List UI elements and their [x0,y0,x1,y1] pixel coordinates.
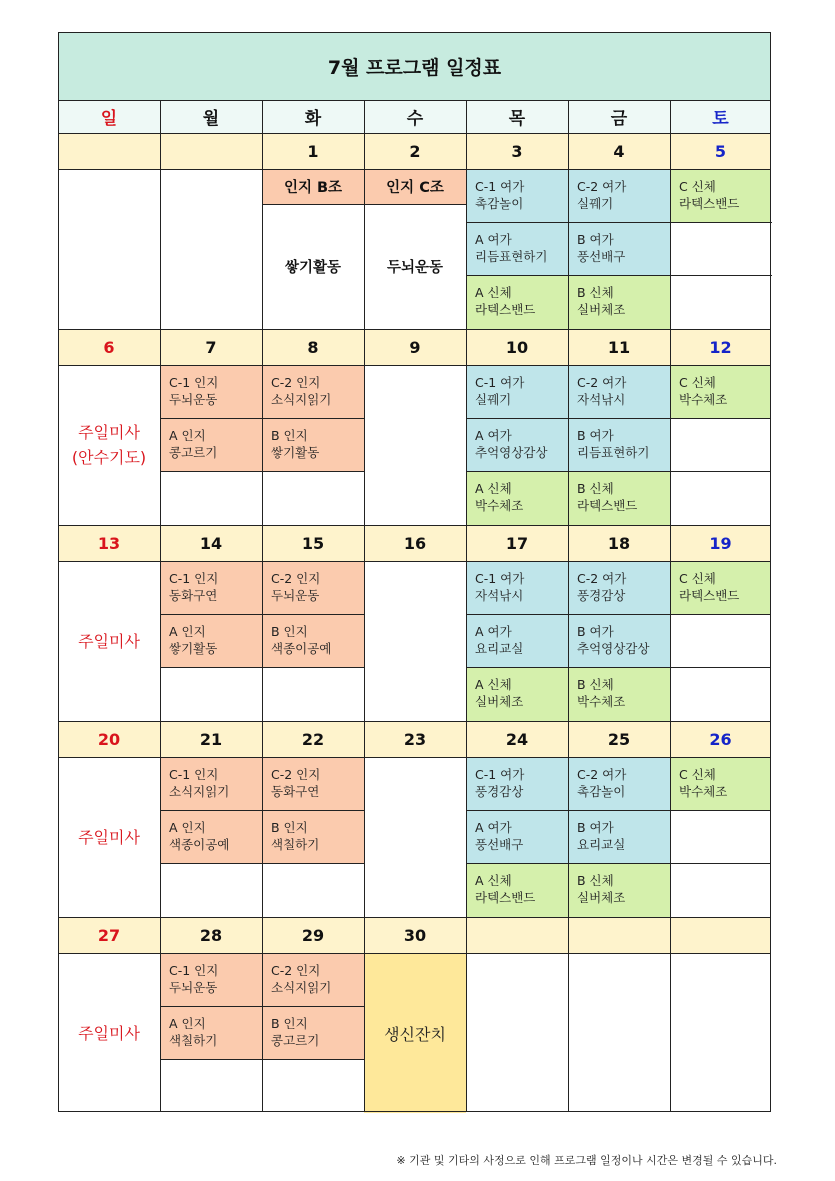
program-slot [568,757,670,810]
program-group: B 신체 [577,481,614,496]
grid-line [262,1059,364,1060]
grid-line [670,418,771,419]
page-title: 7월 프로그램 일정표 [58,32,771,100]
program-activity: 박수체조 [577,694,626,709]
date-number: 29 [301,925,325,945]
program-activity: 추억영상감상 [475,445,548,460]
program-group: C-2 인지 [271,767,321,782]
program-slot [568,863,670,917]
program-activity: 색종이공예 [271,641,332,656]
program-group: C-2 인지 [271,963,321,978]
program-activity: 라텍스밴드 [577,498,638,513]
grid-line [466,863,568,864]
grid-line [770,32,771,1112]
grid-line [466,614,568,615]
program-activity: 라텍스밴드 [679,588,740,603]
program-activity: 요리교실 [577,837,626,852]
grid-line [160,863,262,864]
program-group: A 신체 [475,481,512,496]
program-slot [568,614,670,667]
date-number: 12 [709,337,732,357]
program-group: C-1 여가 [475,179,525,194]
program-slot [568,810,670,863]
grid-line [568,863,670,864]
program-slot [262,757,364,810]
program-group: A 인지 [169,624,206,639]
schedule-table [58,32,771,1115]
program-activity: 실버체조 [577,890,626,905]
grid-line [262,614,364,615]
date-number: 28 [199,925,223,945]
program-group: C-1 여가 [475,571,525,586]
date-number: 23 [403,729,427,749]
grid-line [568,667,670,668]
program-slot [670,169,771,222]
program-activity: 라텍스밴드 [475,302,536,317]
grid-line [160,1006,262,1007]
grid-line [466,810,568,811]
date-number: 14 [199,533,223,553]
grid-line [670,810,771,811]
program-slot [466,222,568,275]
program-slot [568,561,670,614]
grid-line [568,810,670,811]
grid-line [262,204,466,205]
program-group: A 인지 [169,428,206,443]
date-number: 1 [307,141,319,161]
program-slot [466,810,568,863]
program-slot [670,561,771,614]
group-header: 인지 C조 [364,169,466,204]
date-number: 4 [613,141,625,161]
grid-line [262,100,263,1111]
program-group: A 여가 [475,820,512,835]
program-slot [466,418,568,471]
program-group: C 신체 [679,571,716,586]
program-activity: 콩고르기 [271,1033,320,1048]
program-activity: 실꿰기 [475,392,512,407]
program-group: B 신체 [577,873,614,888]
program-group: C-2 인지 [271,375,321,390]
program-activity: 풍경감상 [475,784,524,799]
program-activity: 리듬표현하기 [577,445,650,460]
weekday-header-1: 월 [160,100,262,133]
footer-note: ※ 기관 및 기타의 사정으로 인해 프로그램 일정이나 시간은 변경될 수 있습니다. [396,1154,777,1167]
program-slot [466,863,568,917]
program-activity: 소식지읽기 [271,980,332,995]
program-activity: 라텍스밴드 [679,196,740,211]
group-activity: 쌓기활동 [284,260,342,276]
weekday-header-6: 토 [670,100,771,133]
program-slot [262,418,364,471]
program-slot [262,810,364,863]
program-activity: 색칠하기 [271,837,320,852]
program-group: B 여가 [577,232,614,247]
program-group: A 여가 [475,232,512,247]
program-slot [262,365,364,418]
program-group: A 여가 [475,428,512,443]
program-activity: 촉감놀이 [577,784,626,799]
date-number: 22 [301,729,325,749]
program-group: B 신체 [577,677,614,692]
grid-line [58,525,771,526]
grid-line [58,365,771,366]
program-group: B 인지 [271,624,308,639]
program-activity: 실버체조 [577,302,626,317]
program-slot [262,561,364,614]
grid-line [670,667,771,668]
program-activity: 동화구연 [169,588,218,603]
date-number: 17 [505,533,529,553]
program-group: C-1 인지 [169,767,219,782]
program-activity: 색종이공예 [169,837,230,852]
date-number [160,133,262,169]
program-slot [262,614,364,667]
date-number [466,917,568,953]
program-slot [568,275,670,329]
program-activity: 추억영상감상 [577,641,650,656]
program-group: A 인지 [169,1016,206,1031]
program-group: C-1 인지 [169,963,219,978]
grid-line [58,32,59,1112]
grid-line [58,561,771,562]
grid-line [160,418,262,419]
program-slot [160,757,262,810]
program-activity: 자석낚시 [577,392,626,407]
grid-line [58,133,771,134]
program-activity: 실꿰기 [577,196,614,211]
program-activity: 리듬표현하기 [475,249,548,264]
program-group: C 신체 [679,179,716,194]
program-slot [466,275,568,329]
program-group: B 여가 [577,624,614,639]
grid-line [466,100,467,1111]
grid-line [58,32,771,33]
grid-line [670,100,671,1111]
grid-line [160,667,262,668]
grid-line [58,917,771,918]
grid-line [466,275,772,276]
program-group: A 신체 [475,285,512,300]
grid-line [58,1111,771,1112]
grid-line [670,863,771,864]
grid-line [58,169,771,170]
program-slot [568,471,670,525]
program-activity: 소식지읽기 [169,784,230,799]
sunday-mass: 주일미사 [78,631,140,651]
sunday-mass: 주일미사 [78,827,140,847]
date-number: 2 [409,141,421,161]
program-activity: 박수체조 [679,784,728,799]
program-slot [160,953,262,1006]
program-activity: 색칠하기 [169,1033,218,1048]
weekday-header-4: 목 [466,100,568,133]
program-slot [568,418,670,471]
date-number [670,917,771,953]
program-group: A 여가 [475,624,512,639]
weekday-header-5: 금 [568,100,670,133]
program-group: B 신체 [577,285,614,300]
grid-line [262,863,364,864]
date-number: 7 [205,337,217,357]
program-slot [160,365,262,418]
date-number [58,133,160,169]
program-slot [568,667,670,721]
date-number: 19 [709,533,732,553]
grid-line [58,953,771,954]
date-number: 24 [505,729,529,749]
program-slot [466,667,568,721]
program-group: A 신체 [475,873,512,888]
program-group: C-1 인지 [169,571,219,586]
grid-line [58,721,771,722]
grid-line [262,471,364,472]
program-activity: 콩고르기 [169,445,218,460]
program-group: C-1 여가 [475,767,525,782]
date-number: 16 [403,533,427,553]
date-number: 6 [103,337,115,357]
program-slot [466,757,568,810]
program-activity: 풍경감상 [577,588,626,603]
group-header: 인지 B조 [262,169,364,204]
program-slot [262,953,364,1006]
date-number: 26 [709,729,732,749]
program-group: A 인지 [169,820,206,835]
program-slot [160,614,262,667]
program-group: B 인지 [271,1016,308,1031]
grid-line [670,471,771,472]
date-number: 18 [607,533,631,553]
date-number: 10 [505,337,529,357]
grid-line [466,667,568,668]
program-activity: 두뇌운동 [271,588,320,603]
grid-line [466,418,568,419]
program-group: C-1 여가 [475,375,525,390]
program-activity: 동화구연 [271,784,320,799]
grid-line [568,614,670,615]
grid-line [364,100,365,1111]
grid-line [160,100,161,1111]
program-activity: 두뇌운동 [169,392,218,407]
program-slot [568,169,670,222]
group-activity: 두뇌운동 [386,260,444,276]
program-group: B 여가 [577,820,614,835]
program-slot [160,810,262,863]
sunday-mass: 주일미사 (안수기도) [71,423,147,467]
date-number: 9 [409,337,421,357]
program-slot [466,169,568,222]
program-group: C 신체 [679,375,716,390]
program-group: C-2 여가 [577,571,627,586]
program-slot [466,471,568,525]
program-group: B 인지 [271,820,308,835]
program-slot [160,561,262,614]
grid-line [262,810,364,811]
program-activity: 소식지읽기 [271,392,332,407]
program-activity: 박수체조 [679,392,728,407]
date-number: 21 [199,729,223,749]
date-number: 3 [511,141,523,161]
grid-line [466,471,568,472]
program-activity: 박수체조 [475,498,524,513]
grid-line [466,222,772,223]
date-number: 5 [714,141,727,161]
date-number: 30 [403,925,427,945]
grid-line [568,471,670,472]
grid-line [262,418,364,419]
grid-line [568,100,569,1111]
program-activity: 촉감놀이 [475,196,524,211]
program-activity: 풍선배구 [475,837,524,852]
program-slot [160,418,262,471]
date-number: 11 [607,337,631,357]
program-group: C 신체 [679,767,716,782]
grid-line [160,810,262,811]
program-group: C-2 인지 [271,571,321,586]
grid-line [160,614,262,615]
program-group: C-1 인지 [169,375,219,390]
program-activity: 풍선배구 [577,249,626,264]
grid-line [58,757,771,758]
grid-line [160,471,262,472]
date-number: 20 [97,729,121,749]
grid-line [160,1059,262,1060]
program-slot [670,365,771,418]
date-number: 13 [97,533,121,553]
program-activity: 쌓기활동 [169,641,218,656]
grid-line [58,100,771,101]
program-slot [466,561,568,614]
program-activity: 요리교실 [475,641,524,656]
weekday-header-0: 일 [58,100,160,133]
grid-line [262,667,364,668]
grid-line [670,614,771,615]
program-slot [160,1006,262,1059]
birthday-party: 생신잔치 [364,953,466,1113]
program-slot [568,222,670,275]
date-number: 15 [301,533,325,553]
program-group: A 신체 [475,677,512,692]
date-number: 8 [307,337,319,357]
program-slot [262,1006,364,1059]
date-number [568,917,670,953]
grid-line [568,418,670,419]
program-group: B 여가 [577,428,614,443]
program-activity: 실버체조 [475,694,524,709]
program-group: B 인지 [271,428,308,443]
sunday-mass: 주일미사 [78,1023,140,1043]
grid-line [262,1006,364,1007]
date-number: 25 [607,729,631,749]
program-activity: 라텍스밴드 [475,890,536,905]
weekday-header-2: 화 [262,100,364,133]
program-activity: 자석낚시 [475,588,524,603]
program-slot [670,757,771,810]
program-slot [568,365,670,418]
program-slot [466,614,568,667]
weekday-header-3: 수 [364,100,466,133]
program-group: C-2 여가 [577,179,627,194]
program-activity: 두뇌운동 [169,980,218,995]
program-group: C-2 여가 [577,375,627,390]
program-group: C-2 여가 [577,767,627,782]
program-slot [466,365,568,418]
program-activity: 쌓기활동 [271,445,320,460]
date-number: 27 [97,925,121,945]
grid-line [58,329,771,330]
